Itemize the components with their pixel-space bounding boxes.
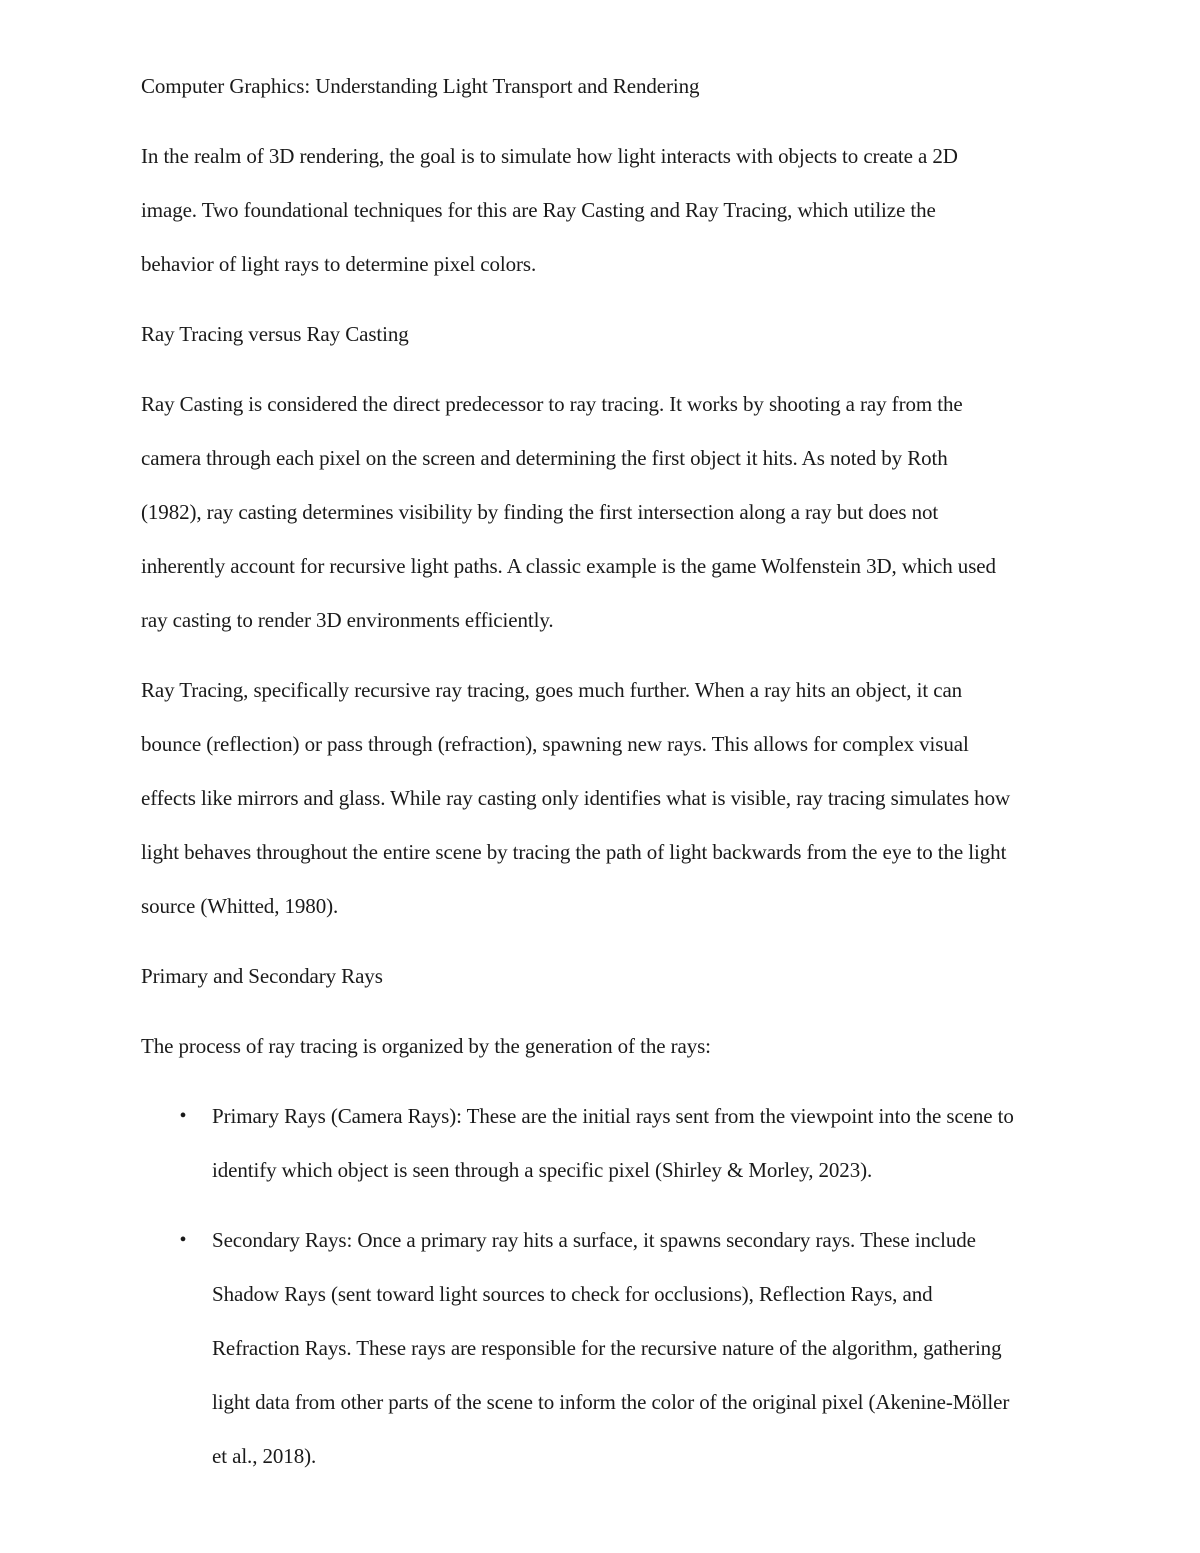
list-item-line: light data from other parts of the scene to inform the color of the original pixel (Akenine-Möller (212, 1390, 1010, 1414)
ray-casting-paragraph (141, 377, 1131, 647)
bullet-icon: • (179, 1105, 187, 1127)
intro-paragraph (141, 129, 1131, 291)
paragraph-line: behavior of light rays to determine pixel colors. (141, 252, 537, 276)
paragraph-line: (1982), ray casting determines visibility by finding the first intersection along a ray but does not (141, 500, 939, 524)
list-item-line: Shadow Rays (sent toward light sources to check for occlusions), Reflection Rays, and (212, 1282, 933, 1306)
rays-bullet-list (141, 1089, 1131, 1483)
list-item-line: et al., 2018). (212, 1444, 317, 1468)
document-body (141, 59, 1131, 1499)
paragraph-line: image. Two foundational techniques for this are Ray Casting and Ray Tracing, which utilize the (141, 198, 936, 222)
rays-intro-paragraph: The process of ray tracing is organized by the generation of the rays: (141, 1034, 711, 1058)
list-item-line: Secondary Rays: Once a primary ray hits a surface, it spawns secondary rays. These include (212, 1228, 976, 1252)
bullet-icon: • (179, 1229, 187, 1251)
list-item-line: Refraction Rays. These rays are responsible for the recursive nature of the algorithm, gathering (212, 1336, 1002, 1360)
paragraph-line: ray casting to render 3D environments efficiently. (141, 608, 554, 632)
ray-tracing-paragraph (141, 663, 1131, 933)
paragraph-line: camera through each pixel on the screen and determining the first object it hits. As noted by Roth (141, 446, 948, 470)
list-item-primary-rays (141, 1089, 1131, 1197)
list-item-secondary-rays (141, 1213, 1131, 1483)
paragraph-line: inherently account for recursive light paths. A classic example is the game Wolfenstein 3D, which used (141, 554, 996, 578)
section-heading-ray-tracing-vs-casting: Ray Tracing versus Ray Casting (141, 322, 409, 346)
paragraph-line: In the realm of 3D rendering, the goal is to simulate how light interacts with objects to create a 2D (141, 144, 958, 168)
paragraph-line: Ray Tracing, specifically recursive ray tracing, goes much further. When a ray hits an object, it can (141, 678, 963, 702)
paragraph-line: bounce (reflection) or pass through (refraction), spawning new rays. This allows for complex visual (141, 732, 969, 756)
paragraph-line: source (Whitted, 1980). (141, 894, 339, 918)
paragraph-line: Ray Casting is considered the direct predecessor to ray tracing. It works by shooting a ray from the (141, 392, 963, 416)
list-item-line: Primary Rays (Camera Rays): These are the initial rays sent from the viewpoint into the scene to (212, 1104, 1014, 1128)
document-title: Computer Graphics: Understanding Light Transport and Rendering (141, 74, 700, 98)
list-item-line: identify which object is seen through a specific pixel (Shirley & Morley, 2023). (212, 1158, 873, 1182)
paragraph-line: effects like mirrors and glass. While ray casting only identifies what is visible, ray tracing simulates how (141, 786, 1011, 810)
section-heading-primary-secondary-rays: Primary and Secondary Rays (141, 964, 383, 988)
paragraph-line: light behaves throughout the entire scene by tracing the path of light backwards from the eye to the light (141, 840, 1007, 864)
